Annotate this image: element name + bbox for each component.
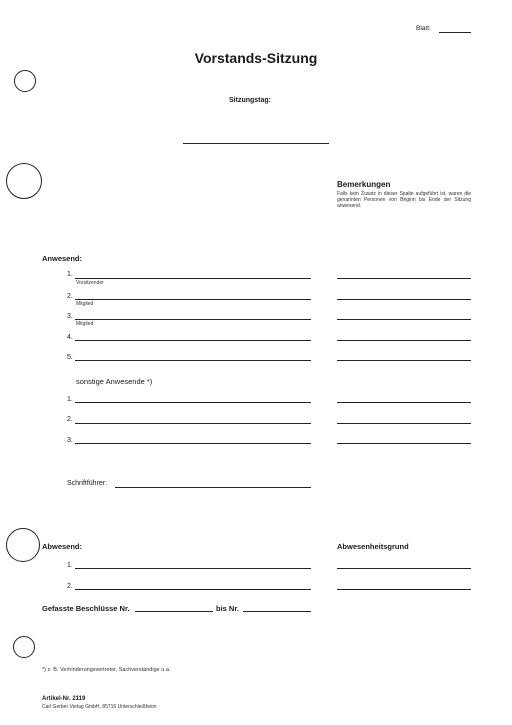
sonstige-bemerkung-line-2[interactable] [337, 423, 471, 424]
abwesend-num-2: 2. [67, 583, 73, 590]
anwesend-sublabel-1: Vorsitzender [76, 280, 104, 286]
anwesend-line-4[interactable] [75, 340, 311, 341]
artikel-nr: Artikel-Nr. 2119 [42, 696, 86, 702]
bemerkung-line-4[interactable] [337, 340, 471, 341]
anwesend-line-5[interactable] [75, 360, 311, 361]
sitzungstag-label: Sitzungstag: [229, 97, 271, 104]
sonstige-num-2: 2. [67, 416, 73, 423]
sonstige-num-1: 1. [67, 396, 73, 403]
anwesend-line-1[interactable] [75, 278, 311, 279]
footnote: *) z. B. Verhinderungsvertreter, Sachverständige u.a. [42, 667, 171, 673]
abwesenheitsgrund-line-1[interactable] [337, 568, 471, 569]
abwesend-line-2[interactable] [75, 589, 311, 590]
abwesend-line-1[interactable] [75, 568, 311, 569]
anwesend-num-1: 1. [67, 271, 73, 278]
abwesend-heading: Abwesend: [42, 542, 83, 551]
sonstige-anwesende-label: sonstige Anwesende *) [76, 377, 153, 386]
sonstige-line-1[interactable] [75, 402, 311, 403]
sitzungstag-line[interactable] [183, 143, 329, 144]
anwesend-num-4: 4. [67, 334, 73, 341]
beschluesse-label: Gefasste Beschlüsse Nr. [42, 604, 130, 613]
anwesend-num-2: 2. [67, 293, 73, 300]
sonstige-num-3: 3. [67, 437, 73, 444]
beschluesse-bis-line[interactable] [243, 611, 311, 612]
blatt-label: Blatt: [416, 25, 431, 32]
anwesend-line-3[interactable] [75, 319, 311, 320]
bemerkung-line-1[interactable] [337, 278, 471, 279]
anwesend-num-3: 3. [67, 313, 73, 320]
punch-hole-3 [6, 528, 40, 562]
bemerkungen-text: Falls kein Zusatz in dieser Spalte aufgeführt ist, waren die genannten Personen von Beginn bis Ende der Sitzung anwesend. [337, 191, 471, 209]
beschluesse-bis-label: bis Nr. [216, 604, 239, 613]
sonstige-line-2[interactable] [75, 423, 311, 424]
anwesend-num-5: 5. [67, 354, 73, 361]
publisher: Carl Gerber Verlag GmbH, 85716 Unterschleißheim [42, 704, 157, 710]
abwesenheitsgrund-line-2[interactable] [337, 589, 471, 590]
beschluesse-von-line[interactable] [135, 611, 213, 612]
blatt-line[interactable] [439, 32, 471, 33]
bemerkungen-heading: Bemerkungen [337, 180, 391, 189]
anwesend-heading: Anwesend: [42, 254, 83, 263]
anwesend-sublabel-3: Mitglied [76, 321, 94, 327]
bemerkung-line-2[interactable] [337, 299, 471, 300]
page-title: Vorstands-Sitzung [194, 50, 318, 66]
sonstige-line-3[interactable] [75, 443, 311, 444]
anwesend-line-2[interactable] [75, 299, 311, 300]
schriftfuehrer-line[interactable] [115, 487, 311, 488]
punch-hole-1 [14, 70, 36, 92]
sonstige-bemerkung-line-3[interactable] [337, 443, 471, 444]
bemerkung-line-3[interactable] [337, 319, 471, 320]
punch-hole-4 [13, 636, 35, 658]
abwesenheitsgrund-heading: Abwesenheitsgrund [337, 542, 409, 551]
schriftfuehrer-label: Schriftführer: [67, 480, 108, 487]
sonstige-bemerkung-line-1[interactable] [337, 402, 471, 403]
punch-hole-2 [6, 163, 42, 199]
anwesend-sublabel-2: Mitglied [76, 301, 94, 307]
abwesend-num-1: 1. [67, 562, 73, 569]
bemerkung-line-5[interactable] [337, 360, 471, 361]
